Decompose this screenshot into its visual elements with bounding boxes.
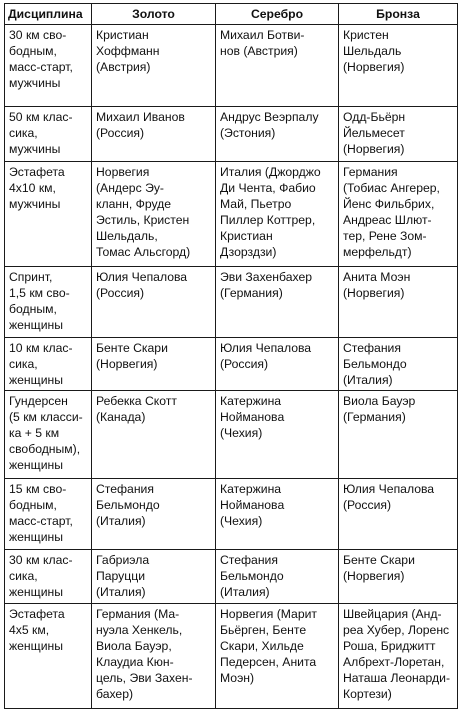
header-gold: Золото xyxy=(92,4,216,25)
table-row xyxy=(5,25,458,107)
discipline-cell: Гундерсен (5 км класси- ка + 5 км свободным), женщины xyxy=(5,391,92,479)
table-row xyxy=(5,162,458,267)
silver-cell: Италия (Джорджо Ди Чента, Фабио Май, Пьетро Пиллер Коттрер, Кристиан Дзорздзи) xyxy=(216,162,339,267)
table-row xyxy=(5,391,458,479)
table-row xyxy=(5,479,458,550)
table-row xyxy=(5,267,458,338)
discipline-cell: Эстафета 4x10 км, мужчины xyxy=(5,162,92,267)
bronze-cell: Германия (Тобиас Ангерер, Йенс Фильбрих, Андреас Шлют- тер, Рене Зом- мерфельдт) xyxy=(339,162,458,267)
discipline-cell: 50 км клас- сика, мужчины xyxy=(5,107,92,162)
bronze-cell: Виола Бауэр (Германия) xyxy=(339,391,458,479)
bronze-cell: Юлия Чепалова (Россия) xyxy=(339,479,458,550)
header-bronze: Бронза xyxy=(339,4,458,25)
discipline-cell: Спринт, 1,5 км сво- бодным, женщины xyxy=(5,267,92,338)
gold-cell: Юлия Чепалова (Россия) xyxy=(92,267,216,338)
silver-cell: Андрус Веэрпалу (Эстония) xyxy=(216,107,339,162)
gold-cell: Габриэла Паруцци (Италия) xyxy=(92,550,216,604)
silver-cell: Стефания Бельмондо (Италия) xyxy=(216,550,339,604)
silver-cell: Юлия Чепалова (Россия) xyxy=(216,338,339,391)
gold-cell: Норвегия (Андерс Эу- кланн, Фруде Эстиль, Кристен Шельдаль, Томас Альсгорд) xyxy=(92,162,216,267)
medal-table xyxy=(4,3,458,709)
gold-cell: Бенте Скари (Норвегия) xyxy=(92,338,216,391)
silver-cell: Михаил Ботви- нов (Австрия) xyxy=(216,25,339,107)
gold-cell: Кристиан Хоффманн (Австрия) xyxy=(92,25,216,107)
gold-cell: Стефания Бельмондо (Италия) xyxy=(92,479,216,550)
bronze-cell: Анита Моэн (Норвегия) xyxy=(339,267,458,338)
header-discipline: Дисциплина xyxy=(5,4,92,25)
table-row xyxy=(5,338,458,391)
gold-cell: Германия (Ма- нуэла Хенкель, Виола Бауэр, Клаудиа Кюн- цель, Эви Захен- бахер) xyxy=(92,604,216,709)
table-row xyxy=(5,107,458,162)
discipline-cell: 30 км сво- бодным, масс-старт, мужчины xyxy=(5,25,92,107)
bronze-cell: Кристен Шельдаль (Норвегия) xyxy=(339,25,458,107)
silver-cell: Катержина Ноймановa (Чехия) xyxy=(216,391,339,479)
table-row xyxy=(5,550,458,604)
discipline-cell: 30 км клас- сика, женщины xyxy=(5,550,92,604)
bronze-cell: Стефания Бельмондо (Италия) xyxy=(339,338,458,391)
table-header-row xyxy=(5,4,458,25)
discipline-cell: 15 км сво- бодным, масс-старт, женщины xyxy=(5,479,92,550)
bronze-cell: Одд-Бьёрн Йельмесет (Норвегия) xyxy=(339,107,458,162)
table-row xyxy=(5,604,458,709)
gold-cell: Ребекка Скотт (Канада) xyxy=(92,391,216,479)
bronze-cell: Швейцария (Анд- реа Хубер, Лоренс Роша, Бриджитт Албрехт-Лоретан, Наташа Леонарди- Кортези) xyxy=(339,604,458,709)
header-silver: Серебро xyxy=(216,4,339,25)
gold-cell: Михаил Иванов (Россия) xyxy=(92,107,216,162)
silver-cell: Норвегия (Марит Бьёрген, Бенте Скари, Хильде Педерсен, Анита Моэн) xyxy=(216,604,339,709)
silver-cell: Эви Захенбахер (Германия) xyxy=(216,267,339,338)
bronze-cell: Бенте Скари (Норвегия) xyxy=(339,550,458,604)
discipline-cell: Эстафета 4x5 км, женщины xyxy=(5,604,92,709)
silver-cell: Катержина Ноймановa (Чехия) xyxy=(216,479,339,550)
discipline-cell: 10 км клас- сика, женщины xyxy=(5,338,92,391)
